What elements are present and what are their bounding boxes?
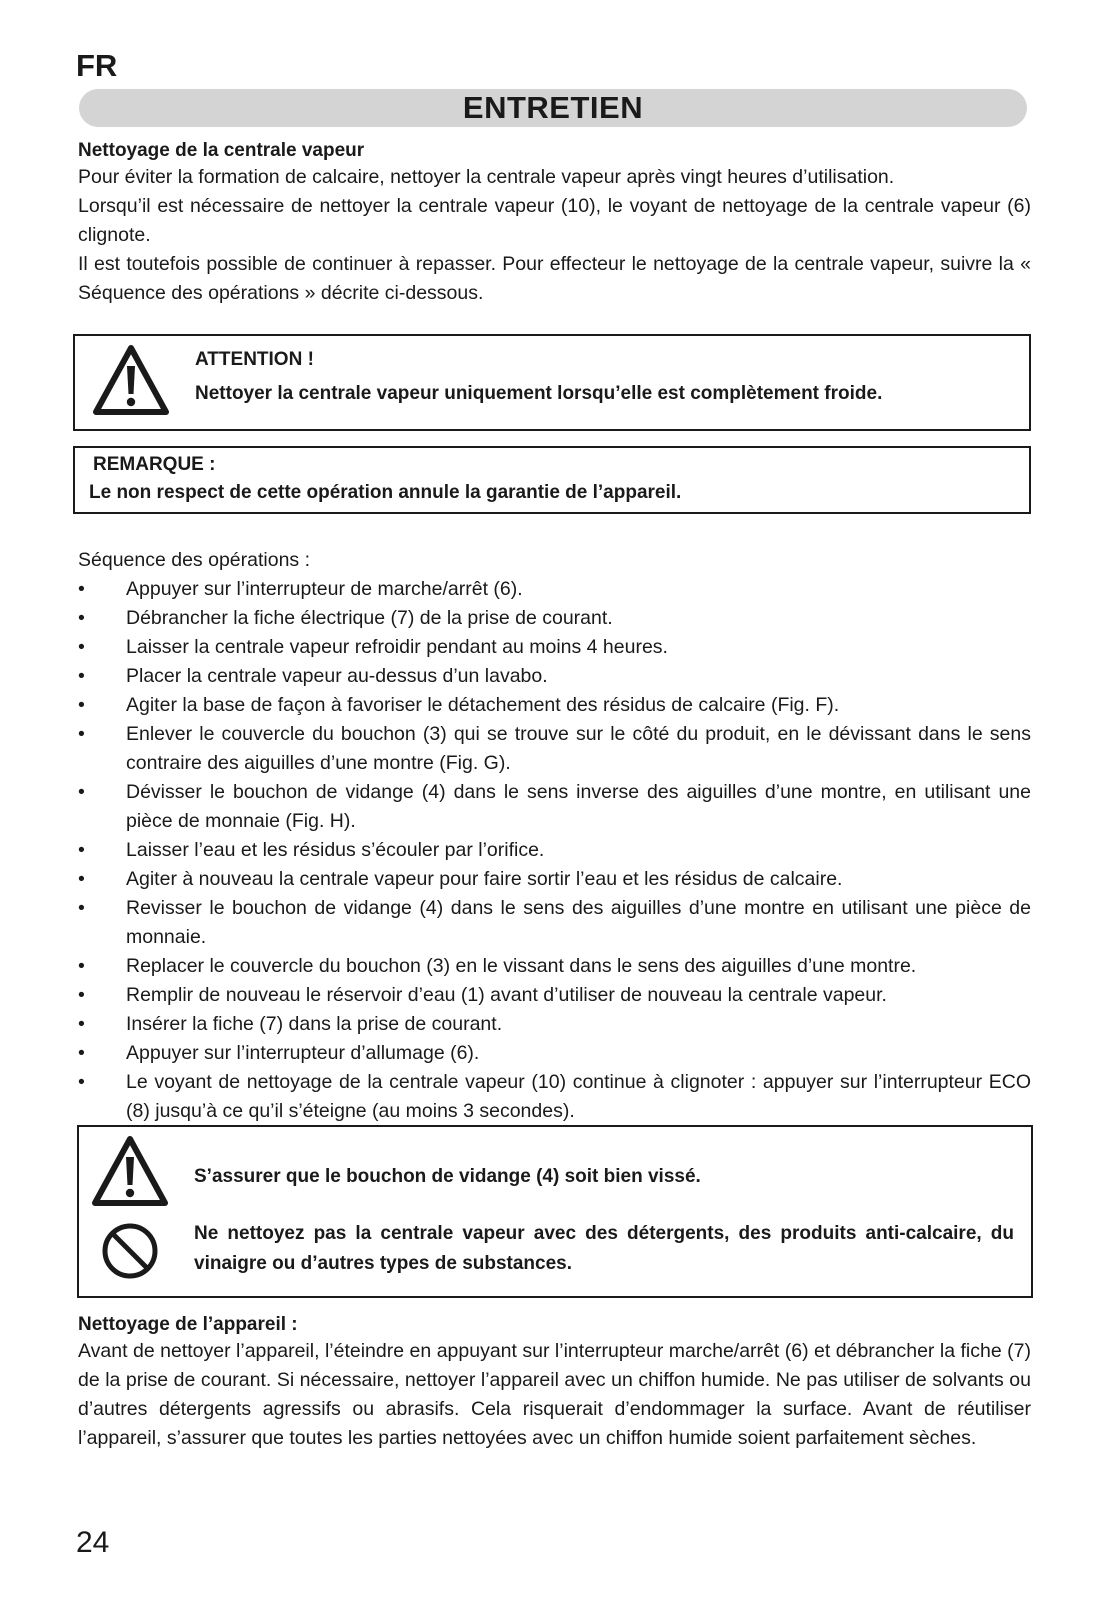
list-item: • Insérer la fiche (7) dans la prise de courant.: [78, 1010, 1031, 1039]
cleaning-unit-heading: Nettoyage de la centrale vapeur: [78, 140, 365, 161]
list-item: • Le voyant de nettoyage de la centrale vapeur (10) continue à clignoter : appuyer sur l’interrupteur ECO (8) jusqu’à ce qu’il s’éteigne (au moins 3 secondes).: [78, 1068, 1031, 1126]
list-item: • Appuyer sur l’interrupteur de marche/arrêt (6).: [78, 575, 1031, 604]
cleaning-unit-paragraph: Lorsqu’il est nécessaire de nettoyer la centrale vapeur (10), le voyant de nettoyage de la centrale vapeur (6) clignote.: [78, 195, 1031, 246]
list-item: • Enlever le couvercle du bouchon (3) qui se trouve sur le côté du produit, en le dévissant dans le sens contraire des aiguilles d’une montre (Fig. G).: [78, 720, 1031, 778]
cleaning-unit-paragraph: Il est toutefois possible de continuer à repasser. Pour effecteur le nettoyage de la centrale vapeur, suivre la « Séquence des opérations » décrite ci-dessous.: [78, 253, 1031, 304]
list-item: • Dévisser le bouchon de vidange (4) dans le sens inverse des aiguilles d’une montre, en utilisant une pièce de monnaie (Fig. H).: [78, 778, 1031, 836]
warning-triangle-icon: [89, 1133, 171, 1209]
cap-warning-text: S’assurer que le bouchon de vidange (4) soit bien vissé.: [194, 1166, 701, 1187]
attention-text: Nettoyer la centrale vapeur uniquement lorsqu’elle est complètement froide.: [195, 383, 883, 404]
language-code: FR: [76, 48, 118, 83]
list-item: • Laisser la centrale vapeur refroidir pendant au moins 4 heures.: [78, 633, 1031, 662]
cleaning-unit-text: [78, 163, 1031, 308]
cleaning-unit-paragraph: Pour éviter la formation de calcaire, nettoyer la centrale vapeur après vingt heures d’utilisation.: [78, 166, 895, 188]
sequence-list: [78, 546, 1031, 1126]
list-item: • Replacer le couvercle du bouchon (3) en le vissant dans le sens des aiguilles d’une montre.: [78, 952, 1031, 981]
appliance-text: Avant de nettoyer l’appareil, l’éteindre en appuyant sur l’interrupteur marche/arrêt (6) et débrancher la fiche (7) de la prise de courant. Si nécessaire, nettoyer l’appareil avec un chiffon humide. Ne pas utiliser de solvants ou d’autres détergents agressifs ou abrasifs. Cela risquerait d’endommager la surface. Avant de réutiliser l’appareil, s’assurer que toutes les parties nettoyées avec un chiffon humide soient parfaitement sèches.: [78, 1340, 1031, 1449]
list-item: • Appuyer sur l’interrupteur d’allumage (6).: [78, 1039, 1031, 1068]
list-item: • Débrancher la fiche électrique (7) de la prise de courant.: [78, 604, 1031, 633]
remark-title: REMARQUE :: [93, 454, 216, 475]
remark-text: Le non respect de cette opération annule la garantie de l’appareil.: [89, 482, 682, 503]
sequence-intro: Séquence des opérations :: [78, 549, 311, 571]
warning-box: [77, 1125, 1033, 1298]
warning-triangle-icon: [90, 342, 172, 418]
prohibition-icon: [100, 1221, 160, 1281]
list-item: • Laisser l’eau et les résidus s’écouler par l’orifice.: [78, 836, 1031, 865]
list-item: • Agiter à nouveau la centrale vapeur pour faire sortir l’eau et les résidus de calcaire.: [78, 865, 1031, 894]
appliance-heading: Nettoyage de l’appareil :: [78, 1314, 298, 1335]
list-item: • Placer la centrale vapeur au-dessus d’un lavabo.: [78, 662, 1031, 691]
attention-box: [73, 334, 1031, 431]
list-item: • Agiter la base de façon à favoriser le détachement des résidus de calcaire (Fig. F).: [78, 691, 1031, 720]
page-number: 24: [76, 1526, 110, 1559]
detergent-warning-text: Ne nettoyez pas la centrale vapeur avec des détergents, des produits anti-calcaire, du vinaigre ou d’autres types de substances.: [194, 1223, 1014, 1274]
attention-title: ATTENTION !: [195, 349, 314, 370]
remark-box: [73, 446, 1031, 514]
section-title-banner: ENTRETIEN: [79, 89, 1027, 127]
list-item: • Remplir de nouveau le réservoir d’eau (1) avant d’utiliser de nouveau la centrale vapeur.: [78, 981, 1031, 1010]
list-item: • Revisser le bouchon de vidange (4) dans le sens des aiguilles d’une montre en utilisant une pièce de monnaie.: [78, 894, 1031, 952]
